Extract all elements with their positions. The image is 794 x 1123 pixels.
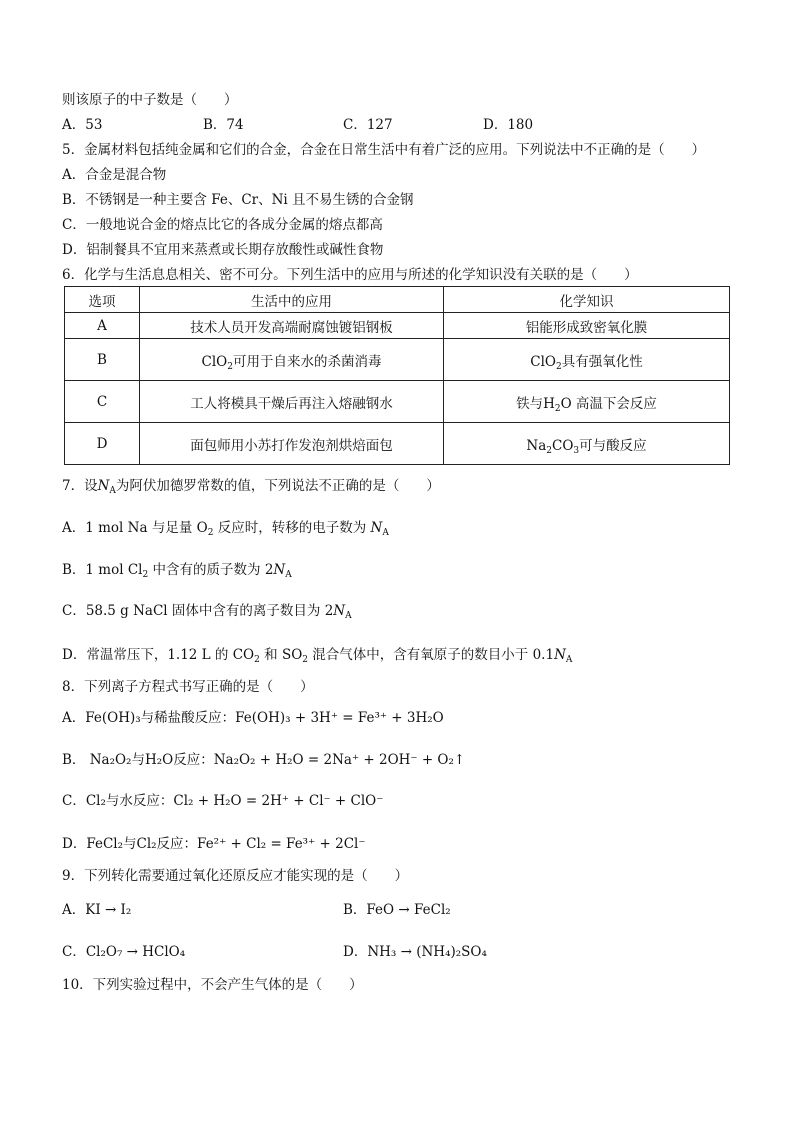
- q5-option-d: D．铝制餐具不宜用来蒸煮或长期存放酸性或碱性食物: [62, 242, 384, 258]
- table-row: [65, 381, 730, 423]
- q8-option-a: A．Fe(OH)₃与稀盐酸反应：Fe(OH)₃ + 3H⁺ = Fe³⁺ + 3H₂O: [62, 710, 444, 726]
- q4-stem: 则该原子的中子数是（ ）: [62, 92, 238, 108]
- q4-option-c: C．127: [343, 117, 393, 133]
- subscript: 2: [142, 570, 149, 580]
- table-cell-knowledge: [444, 339, 730, 381]
- subscript: A: [285, 570, 292, 580]
- q9-option-c: C．Cl₂O₇ → HClO₄: [62, 944, 186, 960]
- formula-text: Na: [526, 437, 547, 454]
- table-row: [65, 313, 730, 339]
- cell-text: 可与酸反应: [579, 437, 647, 454]
- table-row: [65, 423, 730, 465]
- table-cell-application: 工人将模具干燥后再注入熔融钢水: [140, 381, 444, 423]
- table-cell-application: 面包师用小苏打作发泡剂烘焙面包: [140, 423, 444, 465]
- table-cell-option: C: [65, 381, 140, 423]
- option-text: A．1 mol Na 与足量 O: [62, 520, 208, 536]
- table-cell-option: B: [65, 339, 140, 381]
- avogadro-symbol: N: [554, 647, 566, 663]
- q8-option-c: C．Cl₂与水反应：Cl₂ + H₂O = 2H⁺ + Cl⁻ + ClO⁻: [62, 793, 384, 809]
- table-cell-application: 技术人员开发高端耐腐蚀镀铝钢板: [140, 313, 444, 339]
- q8-option-b: B． Na₂O₂与H₂O反应：Na₂O₂ + H₂O = 2Na⁺ + 2OH⁻ + O₂↑: [62, 752, 466, 768]
- option-text: C．58.5 g NaCl 固体中含有的离子数目为 2: [62, 603, 334, 619]
- subscript: 2: [227, 361, 233, 372]
- cell-text: 具有强氧化性: [561, 353, 643, 370]
- q7-option-d: [62, 645, 572, 665]
- q9-stem: 9．下列转化需要通过氧化还原反应才能实现的是（ ）: [62, 868, 409, 884]
- q5-option-a: A．合金是混合物: [62, 167, 167, 183]
- option-text: 混合气体中，含有氧原子的数目小于 0.1: [308, 647, 555, 663]
- subscript: A: [382, 528, 389, 538]
- q6-stem: 6．化学与生活息息相关、密不可分。下列生活中的应用与所述的化学知识没有关联的是（ ）: [62, 267, 638, 283]
- subscript: 2: [207, 528, 214, 538]
- avogadro-symbol: N: [333, 603, 346, 619]
- option-text: D．常温常压下，1.12 L 的 CO: [62, 647, 255, 663]
- q7-option-c: [62, 601, 352, 621]
- table-header-option: 选项: [65, 287, 140, 313]
- q7-option-a: [62, 518, 389, 538]
- q7-stem-pre: 7．设: [62, 478, 98, 494]
- q9-option-a: A．KI → I₂: [62, 902, 132, 918]
- cell-text: 铁与: [516, 395, 544, 412]
- option-text: 反应时，转移的电子数为: [213, 520, 371, 536]
- cell-text: O 高温下会反应: [560, 395, 657, 412]
- option-text: 和 SO: [259, 647, 303, 663]
- subscript: 2: [254, 655, 260, 665]
- subscript: A: [109, 486, 116, 496]
- formula-text: CO: [551, 437, 574, 454]
- option-text: 中含有的质子数为 2: [148, 562, 274, 578]
- avogadro-symbol: N: [370, 520, 383, 536]
- subscript: 2: [546, 445, 552, 456]
- q4-option-a: A．53: [62, 117, 103, 133]
- formula-text: ClO: [530, 353, 556, 370]
- q7-stem: [62, 476, 440, 496]
- q9-option-b: B．FeO → FeCl₂: [343, 902, 451, 918]
- cell-text: 可用于自来水的杀菌消毒: [232, 353, 382, 370]
- subscript: 2: [302, 655, 308, 665]
- avogadro-symbol: N: [97, 478, 110, 494]
- table-cell-option: A: [65, 313, 140, 339]
- subscript: A: [345, 611, 352, 621]
- q8-stem: 8．下列离子方程式书写正确的是（ ）: [62, 679, 314, 695]
- table-row: [65, 339, 730, 381]
- table-header-application: 生活中的应用: [140, 287, 444, 313]
- q4-option-b: B．74: [203, 117, 244, 133]
- q4-option-d: D．180: [483, 117, 534, 133]
- q5-stem: 5．金属材料包括纯金属和它们的合金，合金在日常生活中有着广泛的应用。下列说法中不正确的是（ ）: [62, 142, 706, 158]
- q5-option-b: B．不锈钢是一种主要含 Fe、Cr、Ni 且不易生锈的合金钢: [62, 192, 414, 208]
- table-cell-knowledge: [444, 381, 730, 423]
- q10-stem: 10．下列实验过程中，不会产生气体的是（ ）: [62, 977, 363, 993]
- formula-text: H: [543, 395, 555, 412]
- subscript: 3: [573, 445, 580, 456]
- table-cell-knowledge: [444, 423, 730, 465]
- table-header-knowledge: 化学知识: [444, 287, 730, 313]
- subscript: 2: [554, 403, 561, 414]
- q8-option-d: D．FeCl₂与Cl₂反应：Fe²⁺ + Cl₂ = Fe³⁺ + 2Cl⁻: [62, 836, 366, 852]
- formula-text: ClO: [201, 353, 228, 370]
- table-cell-knowledge: 铝能形成致密氧化膜: [444, 313, 730, 339]
- table-header-row: [65, 287, 730, 313]
- q7-option-b: [62, 560, 292, 580]
- q6-table: [64, 286, 730, 465]
- option-text: B．1 mol Cl: [62, 562, 143, 578]
- table-cell-application: [140, 339, 444, 381]
- subscript: A: [565, 655, 573, 665]
- q7-stem-post: 为阿伏加德罗常数的值，下列说法不正确的是（ ）: [115, 478, 440, 494]
- q9-option-d: D．NH₃ → (NH₄)₂SO₄: [343, 944, 487, 960]
- table-cell-option: D: [65, 423, 140, 465]
- subscript: 2: [555, 361, 562, 372]
- avogadro-symbol: N: [273, 562, 286, 578]
- q5-option-c: C．一般地说合金的熔点比它的各成分金属的熔点都高: [62, 217, 383, 233]
